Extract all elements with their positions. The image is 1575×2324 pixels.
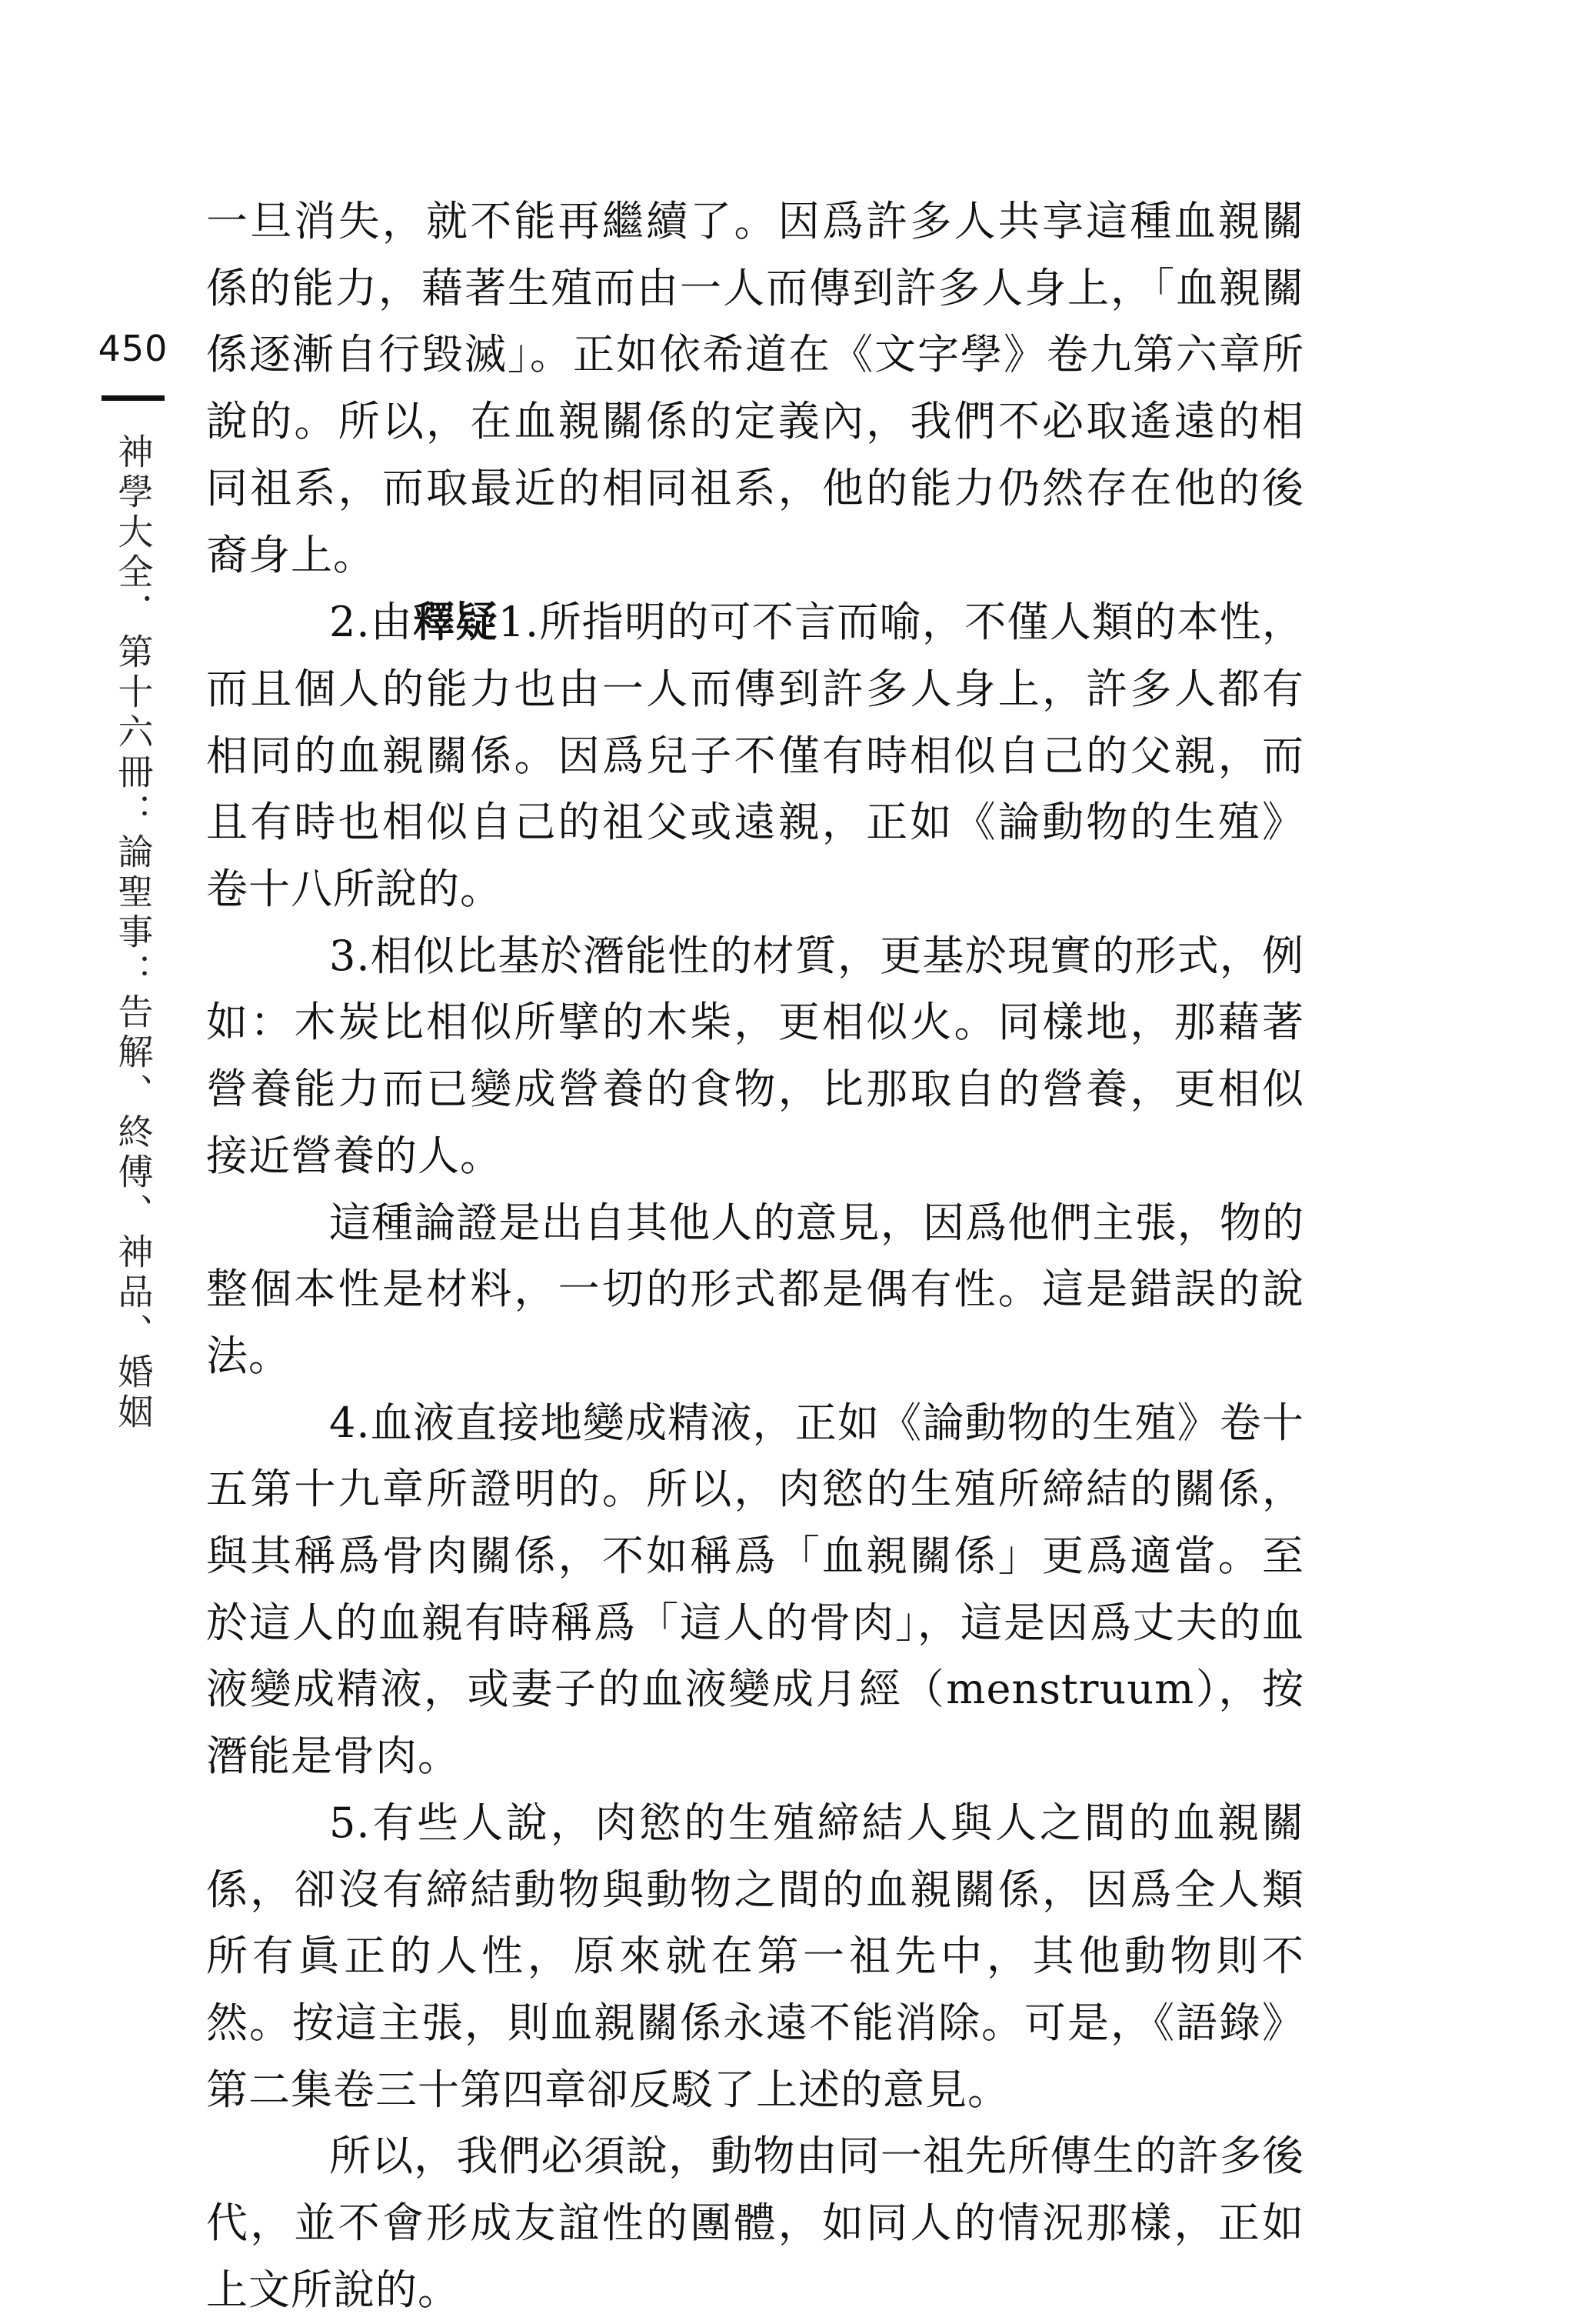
paragraph-text: 1.所指明的可不言而喻，不僅人類的本性，而且個人的能力也由一人而傳到許多人身上，許多人都有相同的血親關係。因爲兒子不僅有時相似自己的父親，而且有時也相似自己的祖父或遠親，正如《論動物的生殖》卷十八所說的。 [206,598,1304,914]
paragraph: 所以，我們必須說，動物由同一祖先所傳生的許多後代，並不會形成友誼性的團體，如同人的情況那樣，正如上文所說的。 [206,2132,1304,2314]
paragraph: 3.相似比基於潛能性的材質，更基於現實的形式，例如：木炭比相似所擘的木柴，更相似火。同樣地，那藉著營養能力而已變成營養的食物，比那取自的營養，更相似接近營養的人。 [206,931,1304,1180]
paragraph: 一旦消失，就不能再繼續了。因爲許多人共享這種血親關係的能力，藉著生殖而由一人而傳到許多人身上，「血親關係逐漸自行毀滅」。正如依希道在《文字學》卷九第六章所說的。所以，在血親關係的定義內，我們不必取遙遠的相同祖系，而取最近的相同祖系，他的能力仍然存在他的後裔身上。 [206,197,1304,579]
margin-rule [102,395,165,401]
paragraph: 4.血液直接地變成精液，正如《論動物的生殖》卷十五第十九章所證明的。所以，肉慾的生殖所締結的關係，與其稱爲骨肉關係，不如稱爲「血親關係」更爲適當。至於這人的血親有時稱爲「這人的骨肉」，這是因爲丈夫的血液變成精液，或妻子的血液變成月經（menstruum），按潛能是骨肉。 [206,1398,1304,1781]
paragraph [206,589,1304,923]
paragraph-prefix: 2.由 [329,598,414,647]
paragraph: 5.有些人說，肉慾的生殖締結人與人之間的血親關係，卻沒有締結動物與動物之間的血親關係，因爲全人類所有眞正的人性，原來就在第一祖先中，其他動物則不然。按這主張，則血親關係永遠不能消除。可是，《語錄》第二集卷三十第四章卻反駁了上述的意見。 [206,1798,1304,2114]
running-title: 神學大全．第十六冊：論聖事：告解、終傅、神品、婚姻 [112,433,155,1433]
paragraph: 這種論證是出自其他人的意見，因爲他們主張，物的整個本性是材料，一切的形式都是偶有性。這是錯誤的說法。 [206,1198,1304,1380]
body-text [206,188,1304,2314]
page-number: 450 [98,328,168,369]
page-margin [91,328,175,1433]
bold-term: 釋疑 [413,597,498,647]
